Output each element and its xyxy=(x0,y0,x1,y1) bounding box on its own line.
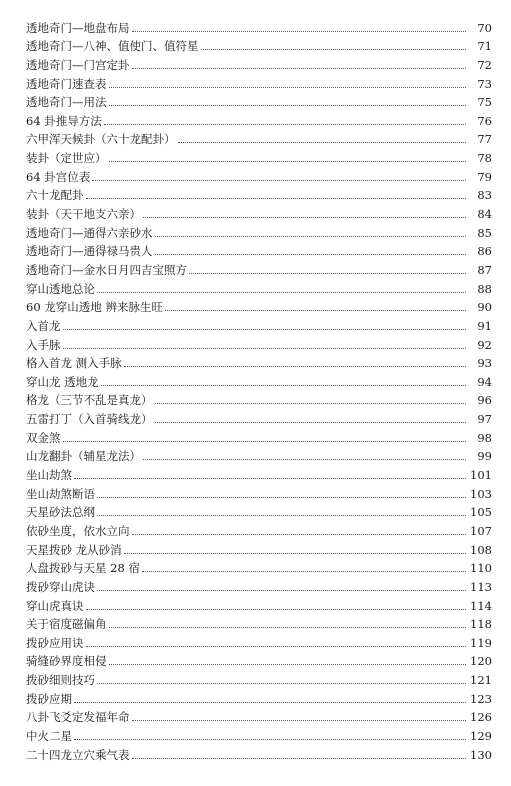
toc-entry[interactable] xyxy=(26,445,492,464)
toc-entry-title: 透地奇门—八神、值使门、值符星 xyxy=(26,39,199,54)
dot-leader xyxy=(86,609,467,610)
toc-entry-title: 透地奇门—门宫定卦 xyxy=(26,57,130,72)
toc-entry-page: 123 xyxy=(470,691,492,706)
toc-entry[interactable] xyxy=(26,706,492,725)
toc-entry[interactable] xyxy=(26,184,492,203)
dot-leader xyxy=(109,105,467,106)
toc-entry-title: 八卦飞爻定发福年命 xyxy=(26,710,130,725)
dot-leader xyxy=(132,68,467,69)
toc-entry-title: 透地奇门—金水日月四吉宝照方 xyxy=(26,262,187,277)
toc-entry[interactable] xyxy=(26,91,492,110)
toc-entry-page: 94 xyxy=(477,374,492,389)
toc-entry[interactable] xyxy=(26,463,492,482)
toc-entry[interactable] xyxy=(26,35,492,54)
toc-entry[interactable] xyxy=(26,16,492,35)
toc-entry-page: 87 xyxy=(477,262,492,277)
toc-entry-title: 格入首龙 测入手脉 xyxy=(26,356,122,371)
dot-leader xyxy=(92,180,466,181)
toc-entry-page: 107 xyxy=(470,523,492,538)
toc-entry-page: 92 xyxy=(477,337,492,352)
toc-entry[interactable] xyxy=(26,594,492,613)
toc-entry-page: 121 xyxy=(470,673,492,688)
toc-entry[interactable] xyxy=(26,389,492,408)
toc-entry-title: 64 卦推导方法 xyxy=(26,113,102,128)
toc-entry-page: 96 xyxy=(477,393,492,408)
dot-leader xyxy=(142,571,466,572)
toc-entry-title: 人盘拨砂与天星 28 宿 xyxy=(26,561,140,576)
toc-entry-page: 129 xyxy=(470,728,492,743)
toc-entry-title: 六十龙配卦 xyxy=(26,188,84,203)
toc-entry[interactable] xyxy=(26,109,492,128)
toc-entry[interactable] xyxy=(26,407,492,426)
dot-leader xyxy=(74,739,466,740)
dot-leader xyxy=(143,217,466,218)
toc-entry-page: 110 xyxy=(470,561,492,576)
toc-entry[interactable] xyxy=(26,650,492,669)
dot-leader xyxy=(97,497,466,498)
toc-entry-page: 72 xyxy=(477,57,492,72)
dot-leader xyxy=(97,683,466,684)
toc-entry-title: 天星拨砂 龙从砂消 xyxy=(26,542,122,557)
toc-entry-title: 六甲浑天候卦（六十龙配卦） xyxy=(26,132,176,147)
dot-leader xyxy=(201,49,467,50)
dot-leader xyxy=(104,124,466,125)
dot-leader xyxy=(155,422,467,423)
toc-entry-page: 108 xyxy=(470,542,492,557)
dot-leader xyxy=(155,236,467,237)
toc-entry-title: 入手脉 xyxy=(26,337,61,352)
toc-entry-page: 91 xyxy=(477,318,492,333)
toc-entry-page: 78 xyxy=(477,151,492,166)
dot-leader xyxy=(109,627,467,628)
toc-entry-title: 透地奇门速查表 xyxy=(26,76,107,91)
toc-entry-page: 97 xyxy=(477,412,492,427)
toc-entry-title: 装卦（定世应） xyxy=(26,151,107,166)
dot-leader xyxy=(189,273,466,274)
dot-leader xyxy=(97,590,466,591)
dot-leader xyxy=(124,553,466,554)
dot-leader xyxy=(132,720,467,721)
dot-leader xyxy=(63,441,467,442)
toc-entry[interactable] xyxy=(26,668,492,687)
dot-leader xyxy=(109,161,467,162)
toc-entry-page: 88 xyxy=(477,281,492,296)
toc-entry[interactable] xyxy=(26,724,492,743)
toc-entry-page: 85 xyxy=(477,225,492,240)
toc-entry-title: 拨砂细则技巧 xyxy=(26,673,95,688)
toc-entry[interactable] xyxy=(26,296,492,315)
toc-entry[interactable] xyxy=(26,128,492,147)
toc-entry-title: 坐山劫煞断语 xyxy=(26,486,95,501)
toc-entry-page: 118 xyxy=(470,617,492,632)
toc-entry-page: 103 xyxy=(470,486,492,501)
toc-entry-page: 71 xyxy=(477,39,492,54)
toc-entry-title: 中火二星 xyxy=(26,728,72,743)
toc-entry-title: 天星砂法总纲 xyxy=(26,505,95,520)
toc-entry-title: 透地奇门—通得六亲砂水 xyxy=(26,225,153,240)
toc-entry[interactable] xyxy=(26,557,492,576)
dot-leader xyxy=(132,534,467,535)
toc-entry-title: 拨砂穿山虎诀 xyxy=(26,579,95,594)
dot-leader xyxy=(86,198,467,199)
toc-entry[interactable] xyxy=(26,631,492,650)
toc-entry[interactable] xyxy=(26,333,492,352)
toc-entry-page: 70 xyxy=(477,20,492,35)
table-of-contents xyxy=(26,16,492,762)
toc-entry-title: 格龙（三节不乱是真龙） xyxy=(26,393,153,408)
toc-entry[interactable] xyxy=(26,72,492,91)
toc-entry[interactable] xyxy=(26,613,492,632)
toc-entry-page: 105 xyxy=(470,505,492,520)
dot-leader xyxy=(63,348,467,349)
toc-entry-title: 山龙翻卦（辅星龙法） xyxy=(26,449,141,464)
toc-entry-title: 穿山龙 透地龙 xyxy=(26,374,99,389)
toc-entry[interactable] xyxy=(26,501,492,520)
toc-entry-page: 113 xyxy=(470,579,492,594)
toc-entry-page: 130 xyxy=(470,747,492,762)
toc-entry-title: 骑缝砂界度相侵 xyxy=(26,654,107,669)
toc-entry-title: 透地奇门—用法 xyxy=(26,95,107,110)
toc-entry[interactable] xyxy=(26,240,492,259)
dot-leader xyxy=(97,515,466,516)
toc-entry[interactable] xyxy=(26,165,492,184)
toc-entry-title: 入首龙 xyxy=(26,318,61,333)
toc-entry-title: 装卦（天干地支六亲） xyxy=(26,207,141,222)
toc-entry-page: 83 xyxy=(477,188,492,203)
dot-leader xyxy=(74,702,466,703)
toc-entry-page: 93 xyxy=(477,356,492,371)
toc-entry-page: 77 xyxy=(477,132,492,147)
toc-entry-page: 98 xyxy=(477,430,492,445)
toc-entry-page: 120 xyxy=(470,654,492,669)
dot-leader xyxy=(178,142,467,143)
toc-entry-title: 关于宿度磁偏角 xyxy=(26,617,107,632)
toc-entry[interactable] xyxy=(26,352,492,371)
toc-entry[interactable] xyxy=(26,482,492,501)
toc-entry-page: 90 xyxy=(477,300,492,315)
toc-entry-title: 双金煞 xyxy=(26,430,61,445)
toc-entry-title: 透地奇门—地盘布局 xyxy=(26,20,130,35)
dot-leader xyxy=(109,664,467,665)
toc-entry[interactable] xyxy=(26,146,492,165)
toc-entry-title: 64 卦宫位表 xyxy=(26,169,91,184)
toc-entry-page: 76 xyxy=(477,113,492,128)
toc-entry-title: 拨砂应期 xyxy=(26,691,72,706)
toc-entry-title: 穿山虎真诀 xyxy=(26,598,84,613)
dot-leader xyxy=(165,310,466,311)
toc-entry[interactable] xyxy=(26,519,492,538)
dot-leader xyxy=(155,254,467,255)
toc-entry-page: 79 xyxy=(477,169,492,184)
toc-entry[interactable] xyxy=(26,426,492,445)
toc-entry-page: 99 xyxy=(477,449,492,464)
toc-entry-title: 五雷打丁（入首骑线龙） xyxy=(26,412,153,427)
dot-leader xyxy=(86,646,467,647)
dot-leader xyxy=(143,459,466,460)
toc-entry-page: 114 xyxy=(470,598,492,613)
toc-entry[interactable] xyxy=(26,687,492,706)
toc-entry[interactable] xyxy=(26,370,492,389)
toc-entry[interactable] xyxy=(26,221,492,240)
dot-leader xyxy=(124,366,466,367)
toc-entry[interactable] xyxy=(26,575,492,594)
toc-entry-page: 119 xyxy=(470,635,492,650)
dot-leader xyxy=(155,403,467,404)
toc-entry[interactable] xyxy=(26,258,492,277)
toc-entry[interactable] xyxy=(26,538,492,557)
toc-entry-page: 126 xyxy=(470,710,492,725)
dot-leader xyxy=(63,329,467,330)
dot-leader xyxy=(132,31,467,32)
toc-entry-page: 84 xyxy=(477,207,492,222)
toc-entry[interactable] xyxy=(26,314,492,333)
toc-entry-page: 101 xyxy=(470,468,492,483)
dot-leader xyxy=(132,758,467,759)
toc-entry-title: 坐山劫煞 xyxy=(26,468,72,483)
dot-leader xyxy=(74,478,466,479)
toc-entry-title: 60 龙穿山透地 辨来脉生旺 xyxy=(26,300,163,315)
toc-entry-title: 依砂坐度，依水立向 xyxy=(26,523,130,538)
toc-entry[interactable] xyxy=(26,743,492,762)
toc-entry-page: 86 xyxy=(477,244,492,259)
dot-leader xyxy=(101,385,466,386)
dot-leader xyxy=(97,292,466,293)
dot-leader xyxy=(109,87,467,88)
toc-entry[interactable] xyxy=(26,277,492,296)
toc-entry[interactable] xyxy=(26,53,492,72)
toc-entry-title: 二十四龙立穴乘气表 xyxy=(26,747,130,762)
toc-entry-title: 穿山透地总论 xyxy=(26,281,95,296)
toc-entry-page: 75 xyxy=(477,95,492,110)
toc-entry-title: 透地奇门—通得禄马贵人 xyxy=(26,244,153,259)
toc-entry-title: 拨砂应用诀 xyxy=(26,635,84,650)
toc-entry-page: 73 xyxy=(477,76,492,91)
toc-entry[interactable] xyxy=(26,202,492,221)
